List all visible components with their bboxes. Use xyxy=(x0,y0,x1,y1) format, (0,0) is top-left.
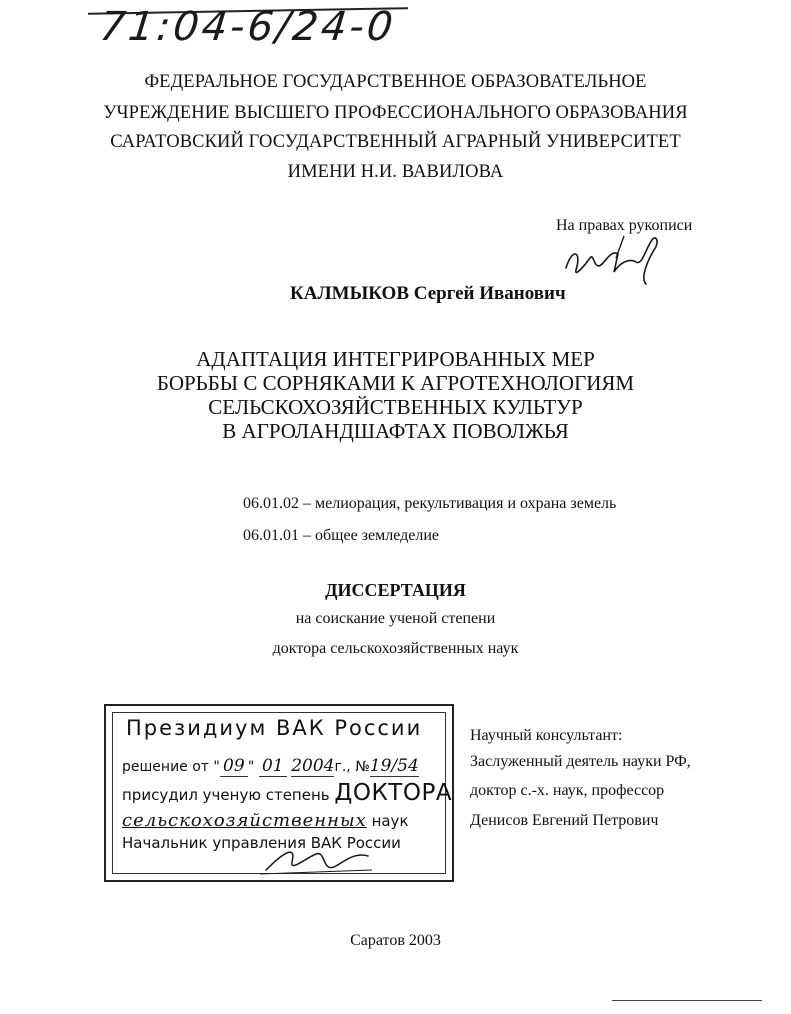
institution-line-2: УЧРЕЖДЕНИЕ ВЫСШЕГО ПРОФЕССИОНАЛЬНОГО ОБРАЗОВАНИЯ xyxy=(103,103,688,123)
consultant-name: Денисов Евгений Петрович xyxy=(470,812,659,829)
stamp-decision-day: 09 xyxy=(220,756,248,777)
stamp-signature-icon xyxy=(256,840,376,880)
stamp-head: Начальник управления ВАК России xyxy=(122,834,401,852)
rights-note: На правах рукописи xyxy=(556,217,693,234)
vak-stamp xyxy=(104,704,454,882)
institution-line-1: ФЕДЕРАЛЬНОЕ ГОСУДАРСТВЕННОЕ ОБРАЗОВАТЕЛЬНОЕ xyxy=(144,72,647,92)
specialty-2: 06.01.01 – общее земледелие xyxy=(243,527,439,544)
author-name xyxy=(290,283,566,305)
stamp-decision-number: 19/54 xyxy=(369,756,419,776)
stamp-awarded xyxy=(122,780,452,806)
author-given-names: Сергей Иванович xyxy=(413,283,566,304)
degree-purpose-line-2: доктора сельскохозяйственных наук xyxy=(272,640,519,657)
specialty-1: 06.01.02 – мелиорация, рекультивация и охрана земель xyxy=(243,495,617,512)
bottom-rule xyxy=(612,1000,762,1001)
stamp-title: Президиум ВАК России xyxy=(126,716,423,740)
stamp-decision-year: 2004 xyxy=(291,756,335,776)
author-signature-icon xyxy=(560,228,670,288)
stamp-field-suffix: наук xyxy=(371,812,409,830)
city-year: Саратов 2003 xyxy=(350,932,441,949)
degree-purpose-line-1: на соискание ученой степени xyxy=(295,610,496,627)
title-line-1: АДАПТАЦИЯ ИНТЕГРИРОВАННЫХ МЕР xyxy=(196,347,595,371)
stamp-field-handwritten: сельскохозяйственных xyxy=(122,810,367,831)
document-type: ДИССЕРТАЦИЯ xyxy=(325,580,466,600)
stamp-decision-month: 01 xyxy=(259,756,287,777)
consultant-title-line-2: доктор с.-х. наук, профессор xyxy=(470,782,665,799)
title-line-4: В АГРОЛАНДШАФТАХ ПОВОЛЖЬЯ xyxy=(222,419,569,443)
stamp-decision xyxy=(122,756,419,777)
stamp-degree: ДОКТОРА xyxy=(334,780,453,806)
archive-code: 71:04-6/24-0 xyxy=(97,4,398,50)
stamp-field xyxy=(122,810,444,831)
consultant-title-line-1: Заслуженный деятель науки РФ, xyxy=(470,753,691,770)
institution-line-4: ИМЕНИ Н.И. ВАВИЛОВА xyxy=(287,162,504,182)
stamp-decision-prefix: решение от " xyxy=(122,759,220,775)
institution-line-3: САРАТОВСКИЙ ГОСУДАРСТВЕННЫЙ АГРАРНЫЙ УНИВЕРСИТЕТ xyxy=(110,132,681,152)
author-surname: КАЛМЫКОВ xyxy=(290,283,410,304)
title-line-2: БОРЬБЫ С СОРНЯКАМИ К АГРОТЕХНОЛОГИЯМ xyxy=(156,371,635,395)
stamp-decision-mid: " xyxy=(247,759,255,775)
stamp-awarded-prefix: присудил ученую степень xyxy=(122,786,330,804)
title-line-3: СЕЛЬСКОХОЗЯЙСТВЕННЫХ КУЛЬТУР xyxy=(208,395,583,419)
consultant-label: Научный консультант: xyxy=(470,727,623,744)
stamp-decision-number-label: г., № xyxy=(334,759,370,775)
